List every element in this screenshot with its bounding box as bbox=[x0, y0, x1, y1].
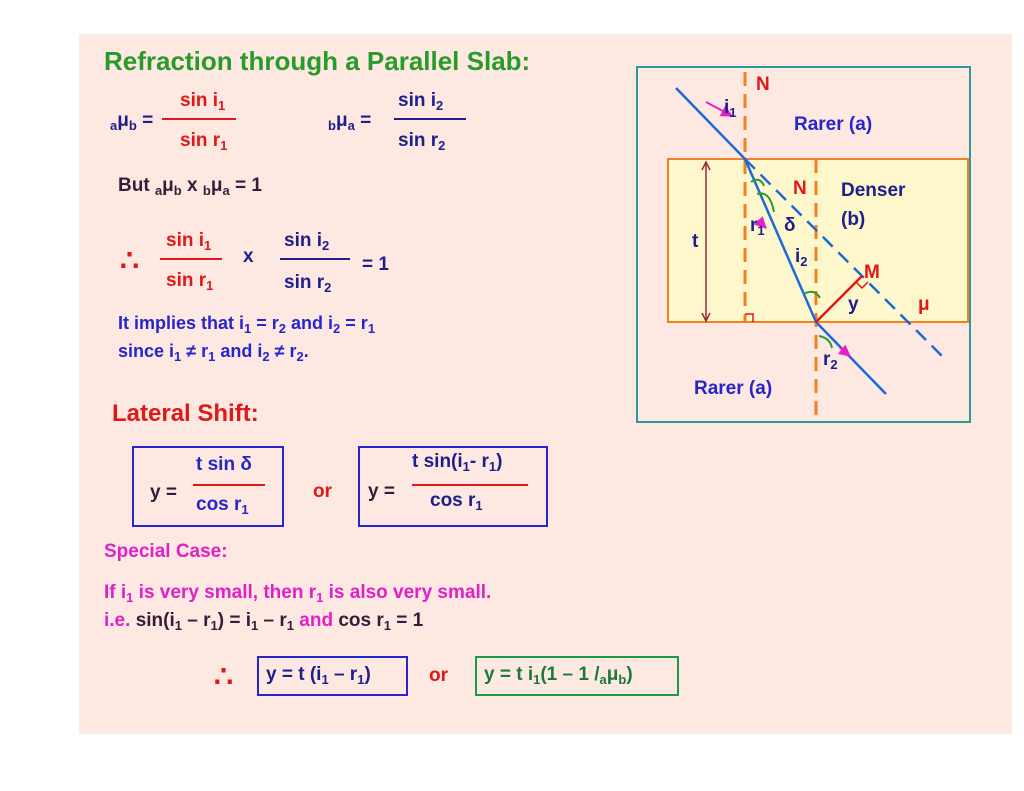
special-case-line-2: i.e. $\sin(i_1 - r_1) = i_1 - r_1$ and $\cos r_1 = 1$ bbox=[104, 610, 424, 633]
eq3-numerator-1: $\sin i_1$ bbox=[166, 230, 212, 253]
diagram-label-i1: $i_1$ bbox=[724, 97, 737, 120]
diagram-label-delta: δ bbox=[784, 215, 796, 236]
page-title: Refraction through a Parallel Slab: bbox=[104, 46, 531, 76]
special-case-line-1: If $i_1$ is very small, then $r_1$ is also very small. bbox=[104, 582, 492, 605]
eq3-fraction-line-1 bbox=[160, 258, 222, 260]
implies-line-2: since $i_1 \ne r_1$ and $i_2 \ne r_2$. bbox=[118, 341, 309, 364]
eq3-times: x bbox=[243, 246, 254, 267]
lateral-shift-heading: Lateral Shift: bbox=[112, 400, 259, 427]
diagram-label-i2: $i_2$ bbox=[795, 246, 808, 269]
diagram-label-rarer-bottom: Rarer (a) bbox=[694, 378, 773, 399]
implies-line-1: It implies that $i_1 = r_2$ and $i_2 = r_1$ bbox=[118, 313, 376, 336]
eq2-lhs: $_b\mu_a$ = bbox=[328, 110, 372, 133]
therefore-symbol-2: ∴ bbox=[214, 661, 234, 694]
formula2-lhs: y = bbox=[368, 481, 395, 502]
diagram-label-r1: $r_1$ bbox=[750, 215, 765, 238]
eq1-fraction-line bbox=[162, 118, 236, 120]
special-case-heading: Special Case: bbox=[104, 541, 228, 562]
eq3-rhs: = 1 bbox=[362, 254, 389, 275]
eq1-denominator: $\sin r_1$ bbox=[180, 130, 228, 153]
formula1-fraction-line bbox=[193, 484, 265, 486]
diagram-label-t: t bbox=[692, 231, 699, 252]
diagram-label-mu: μ bbox=[918, 294, 930, 315]
diagram-label-r2: $r_2$ bbox=[823, 349, 838, 372]
eq1-lhs: $_a\mu_b$ = bbox=[110, 110, 154, 133]
or-separator-2: or bbox=[429, 665, 448, 686]
eq3-numerator-2: $\sin i_2$ bbox=[284, 230, 330, 253]
diagram-label-denser-b: (b) bbox=[841, 209, 866, 230]
diagram-label-normal-top: N bbox=[756, 74, 770, 95]
diagram-label-normal-mid: N bbox=[793, 178, 807, 199]
therefore-symbol: ∴ bbox=[120, 245, 140, 278]
formula2-fraction-line bbox=[412, 484, 528, 486]
diagram-label-y: y bbox=[848, 294, 859, 315]
eq2-denominator: $\sin r_2$ bbox=[398, 130, 446, 153]
eq2-fraction-line bbox=[394, 118, 466, 120]
but-line: But $_a\mu_b$ x $_b\mu_a = 1$ bbox=[118, 175, 262, 198]
diagram-label-M: M bbox=[864, 262, 880, 283]
eq3-denominator-1: $\sin r_1$ bbox=[166, 270, 214, 293]
formula1-lhs: y = bbox=[150, 482, 177, 503]
eq3-denominator-2: $\sin r_2$ bbox=[284, 272, 332, 295]
formula1-denominator: $\cos r_1$ bbox=[196, 494, 249, 517]
result-formula-1: y = t $(i_1 - r_1)$ bbox=[266, 664, 371, 687]
formula1-numerator: t sin δ bbox=[196, 454, 252, 475]
eq2-numerator: $\sin i_2$ bbox=[398, 90, 444, 113]
eq3-fraction-line-2 bbox=[280, 258, 350, 260]
or-separator-1: or bbox=[313, 481, 332, 502]
diagram-label-denser: Denser bbox=[841, 180, 906, 201]
diagram-label-rarer-top: Rarer (a) bbox=[794, 114, 873, 135]
formula2-numerator: t $\sin(i_1-$ $r_1$) bbox=[412, 451, 503, 474]
formula2-denominator: $\cos r_1$ bbox=[430, 490, 483, 513]
result-formula-2: y = t $i_1(1 - 1$ $/_a\mu_b$) bbox=[484, 664, 633, 687]
eq1-numerator: $\sin i_1$ bbox=[180, 90, 226, 113]
